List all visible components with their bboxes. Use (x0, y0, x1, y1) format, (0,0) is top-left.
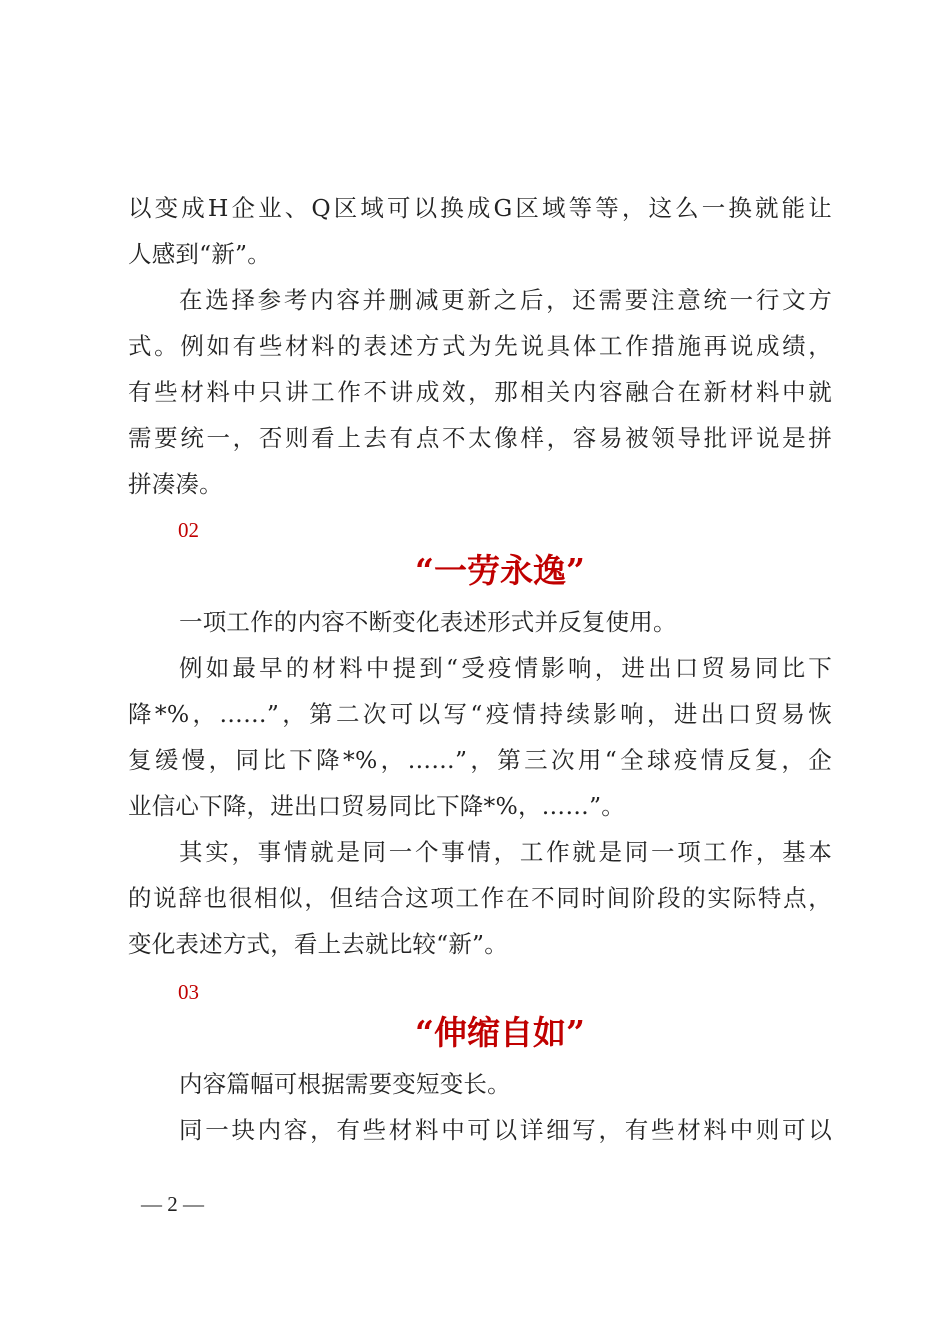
section-number: 03 (178, 980, 199, 1004)
section-heading: “伸缩自如” (415, 1013, 585, 1052)
paragraph-line: 例如最早的材料中提到“受疫情影响，进出口贸易同比下 (179, 654, 832, 682)
section-heading: “一劳永逸” (415, 551, 585, 590)
paragraph-line: 降*%，……”，第二次可以写“疫情持续影响，进出口贸易恢 (128, 700, 832, 728)
paragraph-line: 人感到“新”。 (128, 240, 271, 268)
paragraph-line: 复缓慢，同比下降*%，……”，第三次用“全球疫情反复，企 (128, 746, 832, 774)
page-number: — 2 — (141, 1192, 204, 1216)
paragraph-line: 拼凑凑。 (128, 470, 223, 498)
paragraph-line: 一项工作的内容不断变化表述形式并反复使用。 (179, 608, 677, 636)
paragraph-line: 同一块内容，有些材料中可以详细写，有些材料中则可以 (179, 1116, 832, 1144)
paragraph-line: 变化表述方式，看上去就比较“新”。 (128, 930, 508, 958)
paragraph-line: 以变成H企业、Q区域可以换成G区域等等，这么一换就能让 (128, 194, 832, 222)
section-number: 02 (178, 518, 199, 542)
paragraph-line: 的说辞也很相似，但结合这项工作在不同时间阶段的实际特点， (128, 884, 832, 912)
paragraph-line: 内容篇幅可根据需要变短变长。 (179, 1070, 511, 1098)
paragraph-line: 式。例如有些材料的表述方式为先说具体工作措施再说成绩， (128, 332, 832, 360)
paragraph-line: 需要统一，否则看上去有点不太像样，容易被领导批评说是拼 (128, 424, 832, 452)
paragraph-line: 在选择参考内容并删减更新之后，还需要注意统一行文方 (179, 286, 832, 314)
paragraph-line: 业信心下降，进出口贸易同比下降*%，……”。 (128, 792, 625, 820)
paragraph-line: 其实，事情就是同一个事情，工作就是同一项工作，基本 (179, 838, 832, 866)
paragraph-line: 有些材料中只讲工作不讲成效，那相关内容融合在新材料中就 (128, 378, 832, 406)
